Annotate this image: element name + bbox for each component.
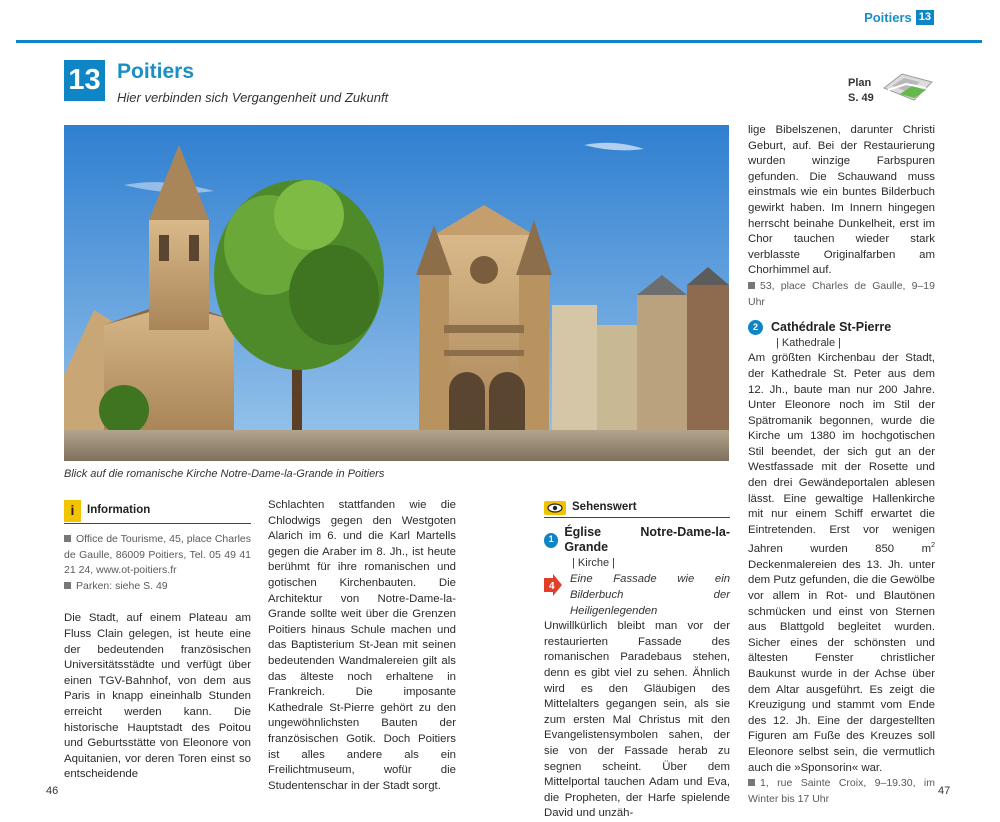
plan-label: Plan (848, 77, 872, 89)
sight-1-text: Unwillkürlich bleibt man vor der restaurierten Fassade des romanischen Paradebaus stehen, denn es gibt viel zu sehen. Ähnlich wird es den Gläubigen des Mittelalters gegangen sein, als sie zum ersten Mal Christus mit den Evangelistensymbolen sahen, der sie von der Fassade herab zu segnen scheint. Über dem Mittelportal tauchen Adam und Eva, die Propheten, der Harfe spielende David und unzäh- (544, 620, 730, 820)
info-box-heading: Information (87, 504, 151, 517)
running-header-badge: 13 (916, 10, 934, 25)
bullet-square-icon (748, 779, 755, 786)
photo-caption: Blick auf die romanische Kirche Notre-Dame-la-Grande in Poitiers (64, 468, 385, 480)
header-rule (16, 40, 982, 43)
sight-number-badge: 1 (544, 533, 558, 548)
info-column (64, 500, 251, 783)
sight-1-header (544, 525, 730, 556)
info-office (64, 532, 251, 579)
sight-2-header (748, 320, 935, 336)
sights-column (544, 500, 730, 822)
sight-2-text (748, 351, 935, 776)
info-parking-text: Parken: siehe S. 49 (76, 579, 168, 592)
column-4 (748, 123, 935, 807)
sight-1-address-text: 53, place Charles de Gaulle, 9–19 Uhr (748, 279, 935, 308)
running-header (864, 10, 934, 25)
info-icon: i (64, 500, 81, 522)
sight-2-text-part1: Am größten Kirchenbau der Stadt, der Kathedrale St. Peter aus dem 12. Jh., baute man nur 200 Jahre. Unter Eleonore noch im Stil der Spätromanik begonnen, wurde die Kirche um 1380 im hochgotischen Stil beendet, der sich gut an der Westfassade mit der Rosette und den drei Gewändeportalen ablesen lässt. Eine gewaltige Hallenkirche mit nur einem Schiff erwartet die Eintretenden. Erst vor wenigen Jahren wurden 850 m (748, 352, 935, 556)
page-number-left: 46 (46, 785, 59, 797)
svg-text:4: 4 (549, 581, 555, 593)
superscript: 2 (931, 542, 935, 550)
running-header-title: Poitiers (864, 10, 912, 25)
info-office-text: Office de Tourisme, 45, place Charles de Gaulle, 86009 Poitiers, Tel. 05 49 41 21 24, www.ot-poitiers.fr (64, 533, 251, 577)
eye-icon (544, 501, 566, 515)
sights-box-header (544, 500, 730, 518)
plan-page: S. 49 (848, 92, 874, 104)
sight-2-type: | Kathedrale | (776, 336, 842, 349)
tip-arrow-icon (544, 574, 562, 596)
sight-1-type: | Kirche | (572, 556, 616, 569)
intro-paragraph-cont: Schlachten stattfanden wie die Chlodwigs gegen den Westgoten Alarich im 6. und die Karl Martells gegen die Araber im 8. Jh., ist heute berühmt für ihre romanischen und gotischen Kirchenbauten. Die Architektur von Notre-Dame-la-Grande sollte weit über die Grenzen Poitiers hinaus Schule machen und das Baptisterium St-Jean mit seinen bedeutenden Wandmalereien gilt als das älteste noch erhaltene in Frankreich. Die imposante Kathedrale St-Pierre gehört zu den ungewöhnlichsten Bauten der französischen Gotik. Doch Poitiers ist alles andere als ein Freilichtmuseum, wofür die Studentenschar in der Stadt sorgt. (268, 499, 456, 792)
column-2 (268, 498, 456, 794)
sight-1-address (748, 279, 935, 310)
page-number-right: 47 (938, 785, 951, 797)
sight-number-badge: 2 (748, 320, 763, 335)
chapter-number-badge: 13 (64, 60, 105, 101)
sight-2-text-part2: Deckenmalereien des 13. Jh. unter dem Putz gefunden, die die Gewölbe vor allem in Rot- und Blautönen schmücken und einst von Sternen aus Blattgold begleitet wurden. Sicher eines der schönsten und ältesten Fenster christlicher Baukunst wurde in der Achse über dem Altar ausgeführt. Es zeigt die Kreuzigung und stammt vom Ende des 12. Jh. Eine der dargestellten Figuren am Fuße des Kreuzes soll Eleonore selbst sein, die vermutlich auch die »Sponsorin« war. (748, 558, 935, 774)
sights-box-heading: Sehenswert (572, 501, 637, 513)
sight-1-tip-text: Eine Fassade wie ein Bilderbuch der Heiligenlegenden (570, 573, 730, 617)
bullet-square-icon (64, 535, 71, 542)
info-box-header (64, 500, 251, 524)
hero-photo (64, 125, 729, 461)
sight-1-text-cont: lige Bibelszenen, darunter Christi Geburt, auf. Bei der Restaurierung wurden winzige Farbspuren gefunden. Die Schauwand muss einstmals wie ein buntes Bilderbuch gewirkt haben. Im Innern hingegen herrscht beinahe Dunkelheit, erst im Chor tauchen wieder stark verblasste Originalfarben am Chorhimmel auf. (748, 124, 935, 277)
sight-2-title: Cathédrale St-Pierre (771, 320, 892, 335)
bullet-square-icon (64, 582, 71, 589)
sight-2-address (748, 776, 935, 807)
page-title: Poitiers (117, 60, 195, 83)
info-parking (64, 579, 251, 595)
intro-paragraph: Die Stadt, auf einem Plateau am Fluss Clain gelegen, ist heute eine der bedeutenden französischen Universitätsstädte und verfügt über einen TGV-Bahnhof, von dem aus Paris in knapp eineinhalb Stunden erreicht werden kann. Die historische Hauptstadt des Poitou und Geburtsstätte von Eleonore von Aquitanien, vor deren Toren einst so entscheidende (64, 612, 251, 781)
sight-2-address-text: 1, rue Sainte Croix, 9–19.30, im Winter bis 17 Uhr (748, 777, 935, 805)
sight-1-title: Église Notre-Dame-la-Grande (564, 524, 730, 555)
plan-reference[interactable] (848, 76, 874, 106)
city-map-icon (880, 66, 936, 106)
page-subtitle: Hier verbinden sich Vergangenheit und Zukunft (117, 90, 389, 105)
sight-1-tip (544, 572, 730, 619)
bullet-square-icon (748, 282, 755, 289)
